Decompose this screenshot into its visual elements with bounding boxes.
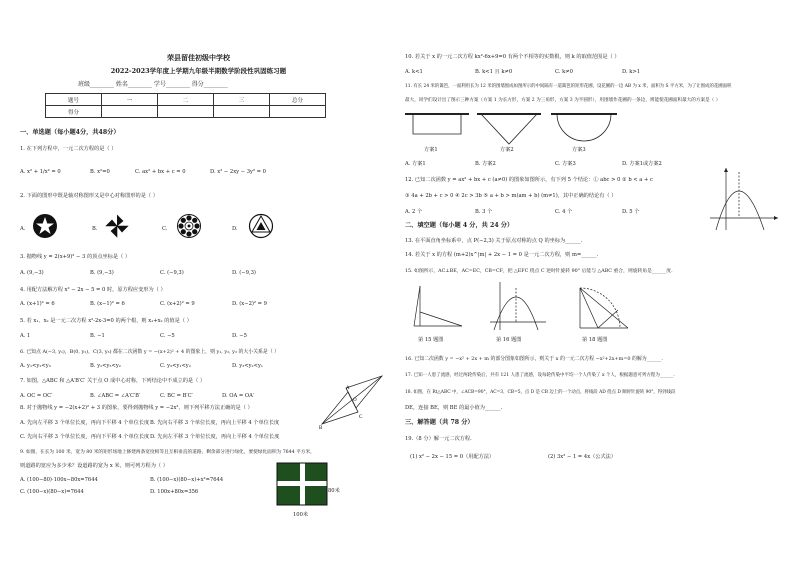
question-14: 14. 若关于 x 的方程 (m+2)x^|m| + 2x − 1 = 0 是一元二次方程，则 m=______.	[405, 252, 599, 258]
q4-option-d: D. (x−2)² = 9	[232, 301, 267, 307]
q10-option-b: B. k<1 且 k≠0	[475, 69, 513, 75]
field-height-label: 80米	[328, 488, 340, 494]
question-7: 7. 如图，△ABC 和 △A′B′C′ 关于点 O 成中心对称，下列结论中不成立的是（ ）	[20, 378, 206, 384]
q10-option-d: D. k>1	[622, 69, 641, 75]
q7-option-c: C. BC = B′C′	[160, 393, 193, 399]
q7-rotation-figure	[318, 370, 390, 430]
q11-option-a: A. 方案1	[405, 161, 426, 167]
fig-16-caption: 第 16 题图	[496, 337, 522, 343]
question-17: 17. 已知一人患了流感，经过两轮传染后，共有 121 人患了流感，设每轮传染中平均一个人传染了 x 个人，根据题意可列方程为______.	[405, 373, 675, 378]
q6-option-a: A. y₁<y₂<y₃	[20, 363, 51, 369]
q12-option-d: D. 5 个	[622, 209, 640, 215]
table-cell: 总分	[270, 94, 326, 106]
question-6: 6. 已知点 A(−3, y₁)，B(0, y₂)，C(3, y₃) 都在二次函数 y = −(x+2)² + 4 的图象上，则 y₁, y₂, y₃ 的大小关系是（ ）	[20, 349, 280, 355]
school-name: 荣县留佳初级中学校	[167, 53, 230, 62]
question-4: 4. 用配方法解方程 x² − 2x − 5 = 0 时，原方程应变形为（ ）	[20, 287, 166, 293]
q9-option-d: D. 100x+80x=356	[150, 489, 199, 495]
q12-option-c: C. 4 个	[555, 209, 573, 215]
q11-option-c: C. 方案3	[555, 161, 576, 167]
table-cell: 得分	[46, 106, 102, 118]
q8-option-d: D. 先向左平移 3 个单位长度，再向上平移 4 个单位长度	[150, 434, 280, 440]
flower-circle-icon	[176, 213, 202, 239]
q11-plans-figure	[405, 108, 645, 148]
q6-option-d: D. y₃<y₂<y₁	[232, 363, 263, 369]
q4-option-c: C. (x+2)² = 9	[160, 301, 195, 307]
q5-option-b: B. −1	[90, 333, 105, 339]
q3-option-b: B. (9,−3)	[90, 270, 114, 276]
section-2-heading: 二、填空题（每小题 4 分，共 24 分）	[405, 222, 514, 229]
q10-option-a: A. k<1	[405, 69, 423, 75]
q18-triangle-figure	[574, 284, 634, 332]
q4-option-a: A. (x+1)² = 6	[20, 301, 55, 307]
q3-option-c: C. (−9,3)	[160, 270, 184, 276]
table-cell: 三	[214, 94, 270, 106]
q8-option-c: C. 先向右平移 3 个单位长度，再向下平移 4 个单位长度	[20, 434, 150, 440]
q8-option-a: A. 先向左平移 3 个单位长度，再向下平移 4 个单位长度	[20, 420, 150, 426]
question-13: 13. 在平面直角坐标系中，点 P(−2,3) 关于原点对称的点 Q 的坐标为______.	[405, 238, 583, 244]
question-1: 1. 在下列方程中，一元二次方程的是（ ）	[20, 146, 117, 152]
q8-option-b: B. 先向右平移 3 个单位长度，再向上平移 4 个单位长度	[150, 420, 280, 426]
q9-option-b: B. (100−x)(80−x)+x²=7644	[150, 477, 224, 483]
q2-option-d: D.	[232, 226, 238, 232]
q5-option-d: D. −5	[232, 333, 247, 339]
q1-option-d: D. x² − 2xy − 3y² = 0	[210, 169, 266, 175]
section-3-heading: 三、解答题（共 78 分）	[405, 419, 474, 426]
q1-option-c: C. ax² + bx + c = 0	[135, 169, 186, 175]
q12-option-a: A. 2 个	[405, 209, 423, 215]
score-table	[45, 93, 326, 118]
plan-2-label: 方案2	[500, 147, 514, 153]
triangle-circle-icon	[248, 213, 274, 239]
table-cell: 二	[158, 94, 214, 106]
question-15: 15. 如图所示，AC⊥BE，AC=EC，CB=CF，把 △EFC 绕点 C 逆时针旋转 90° 后能与 △ABC 重合，则旋转角是______度.	[405, 269, 673, 274]
question-11-line-2: 最大，同学们设计出了图示三种方案（方案 1 为长方形，方案 2 为三角形，方案 3 为半圆形），用围墙作花圃的一条边，则能使花圃面积最大的方案是（ ）	[405, 98, 721, 103]
label-b: B	[319, 426, 323, 430]
table-cell: 题号	[46, 94, 102, 106]
table-cell[interactable]	[214, 106, 270, 118]
table-cell[interactable]	[102, 106, 158, 118]
black-star-circle-icon	[32, 213, 58, 239]
q1-option-a: A. x² + 1/x² = 0	[20, 169, 61, 175]
plan-3-label: 方案3	[572, 147, 586, 153]
student-info-line: 班级________ 姓名________ 学号________ 得分________	[78, 81, 228, 88]
label-c: C	[359, 415, 363, 420]
q11-option-b: B. 方案2	[475, 161, 496, 167]
table-cell[interactable]	[158, 106, 214, 118]
score-table-header-row	[46, 94, 326, 106]
question-18-line-2: DE，连接 BE，则 BE 的最小值为______.	[405, 405, 503, 411]
question-16: 16. 已知二次函数 y = −x² + 2x + m 的部分图象如图所示，则关于 x 的一元二次方程 −x²+2x+m=0 的解为______.	[405, 356, 663, 362]
q10-option-c: C. k≠0	[555, 69, 573, 75]
q19-part-2: (2) 3x² − 1 = 4x（公式法）	[548, 454, 617, 460]
question-19: 19.（8 分）解一元二次方程.	[405, 436, 472, 442]
table-cell: 一	[102, 94, 158, 106]
q3-option-a: A. (9,−3)	[20, 270, 44, 276]
q6-option-c: C. y₃<y₁<y₂	[160, 363, 191, 369]
question-2: 2. 下面的图形中既是轴对称图形又是中心对称图形的是（ ）	[20, 193, 158, 199]
q5-option-a: A. 1	[20, 333, 31, 339]
question-18-line-1: 18. 如图，在 Rt△ABC 中，∠ACB=90°，AC=3，CB=5，点 D 是 CB 边上的一个动点，将线段 AD 绕点 D 顺时针旋转 90°，得到线段	[405, 390, 676, 395]
q4-option-b: B. (x−1)² = 6	[90, 301, 125, 307]
q2-option-a: A.	[20, 226, 26, 232]
q7-option-a: A. OC = OC′	[20, 393, 53, 399]
q12-option-b: B. 3 个	[475, 209, 493, 215]
q6-option-b: B. y₁<y₃<y₂	[90, 363, 121, 369]
q2-option-c: C.	[162, 226, 168, 232]
fig-18-caption: 第 18 题图	[582, 337, 608, 343]
question-11-line-1: 11. 有长 24 米的篱笆，一面利用长为 12 米的围墙围成如图所示的中间隔有一道篱笆的矩形花圃，设花圃的一边 AB 为 x 米，面积为 S 平方米，为了让围成的花圃面积	[405, 84, 732, 89]
q15-triangles-figure	[410, 282, 468, 330]
q12-parabola-figure	[708, 166, 780, 232]
question-9-line-2: 则道路的宽应为多少米？设道路的宽为 x 米，则可列方程为（ ）	[20, 463, 168, 469]
field-width-label: 100米	[293, 512, 309, 518]
question-9-line-1: 9. 如图，在长为 100 米，宽为 80 米的矩形场地上修建两条宽度相等且互相垂直的道路，剩余部分进行绿化，要使绿化面积为 7644 平方米，	[20, 450, 315, 455]
plan-1-label: 方案1	[424, 147, 438, 153]
q19-part-1: (1) x² − 2x − 15 = 0（用配方法）	[410, 454, 495, 460]
question-12-line-1: 12. 已知二次函数 y = ax² + bx + c (a≠0) 的图象如图所示，有下列 5 个结论：① abc > 0 ② b < a + c	[405, 177, 653, 183]
question-5: 5. 若 x₁、x₂ 是一元二次方程 x²-2x-3=0 的两个根，则 x₁+x₂ 的值是（ ）	[20, 318, 192, 324]
q11-option-d: D. 方案1或方案2	[622, 161, 662, 167]
q9-option-c: C. (100−x)(80−x)=7644	[20, 489, 84, 495]
table-cell[interactable]	[270, 106, 326, 118]
q9-field-figure	[276, 462, 336, 512]
q9-option-a: A. (100−80)·100x−80x=7644	[20, 477, 98, 483]
question-3: 3. 抛物线 y = 2(x+9)² − 3 的顶点坐标是（ ）	[20, 254, 131, 260]
section-1-heading: 一、单选题（每小题4分，共48分）	[20, 129, 120, 136]
q5-option-c: C. −5	[160, 333, 175, 339]
score-table-score-row	[46, 106, 326, 118]
label-o: O	[353, 398, 357, 403]
q7-option-d: D. OA = OA′	[222, 393, 255, 399]
fig-15-caption: 第 15 题图	[418, 337, 444, 343]
q16-parabola-figure	[488, 280, 548, 332]
q7-option-b: B. ∠ABC = ∠A′C′B′	[90, 393, 141, 399]
exam-title: 2022-2023学年度上学期九年级半期数学阶段性巩固练习题	[110, 67, 287, 75]
q3-option-d: D. (−9,3)	[232, 270, 256, 276]
pinwheel-icon	[104, 213, 130, 239]
question-8: 8. 对于抛物线 y = −2(x+2)² + 3 的图象，要得到抛物线 y = −2x²，则下列平移方法正确的是（ ）	[20, 405, 253, 411]
q1-option-b: B. x²=0	[90, 169, 110, 175]
label-a: A	[346, 386, 350, 391]
q2-option-b: B.	[92, 226, 98, 232]
question-12-line-2: ③ 4a + 2b + c > 0 ④ 2c > 3b ⑤ a + b > m(am + b) (m≠1)，其中正确的结论有（ ）	[405, 193, 617, 199]
question-10: 10. 若关于 x 的一元二次方程 kx²-6x+9=0 有两个不相等的实数根，则 k 的取值范围是（ ）	[405, 54, 620, 60]
